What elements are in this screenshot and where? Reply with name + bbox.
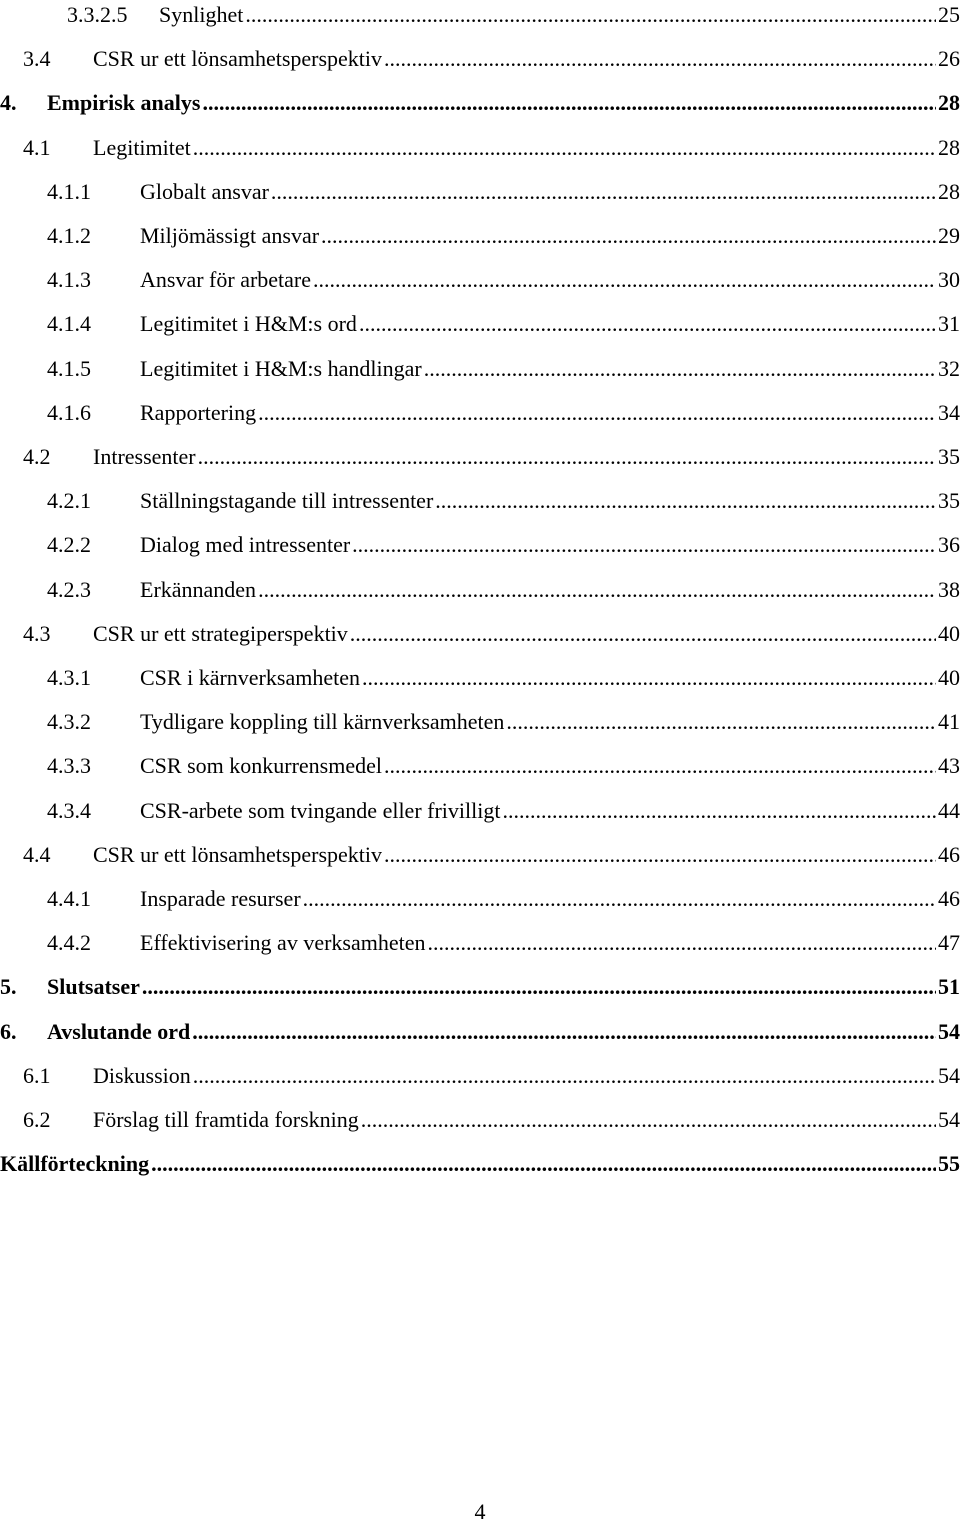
dot-leader [424,354,936,384]
toc-entry[interactable] [0,442,960,472]
toc-entry-number: 4.3.4 [47,797,91,823]
dot-leader [193,133,936,163]
toc-entry[interactable] [0,575,960,605]
toc-entry[interactable] [0,972,960,1002]
toc-entry-number: 4.1.4 [47,311,91,337]
dot-leader [192,1017,936,1047]
toc-entry[interactable] [0,133,960,163]
toc-entry-number: 3.4 [23,46,51,72]
toc-entry-title[interactable]: Dialog med intressenter [140,530,352,560]
toc-entry-page-number[interactable]: 31 [936,309,960,339]
page-number: 4 [474,1499,486,1524]
toc-entry[interactable] [0,398,960,428]
toc-entry-title[interactable]: Intressenter [93,442,198,472]
toc-entry-page-number[interactable]: 54 [936,1061,960,1091]
toc-entry-page-number[interactable]: 28 [936,88,960,118]
toc-entry[interactable] [0,619,960,649]
toc-entry-number: 6. [0,1018,17,1044]
toc-entry[interactable] [0,1149,960,1179]
toc-entry[interactable] [0,44,960,74]
toc-entry-page-number[interactable]: 41 [936,707,960,737]
dot-leader [258,398,936,428]
toc-entry-page-number[interactable]: 34 [936,398,960,428]
toc-entry-page-number[interactable]: 30 [936,265,960,295]
toc-entry-title[interactable]: CSR ur ett lönsamhetsperspektiv [93,840,384,870]
toc-entry-number: 4.1.1 [47,178,91,204]
toc-entry-number: 4.3.3 [47,753,91,779]
toc-entry-title[interactable]: Rapportering [140,398,258,428]
toc-entry-page-number[interactable]: 36 [936,530,960,560]
toc-entry[interactable] [0,1061,960,1091]
toc-entry[interactable] [0,88,960,118]
toc-entry-number: 4.4 [23,841,51,867]
toc-entry-title[interactable]: CSR ur ett strategiperspektiv [93,619,350,649]
toc-entry-page-number[interactable]: 44 [936,796,960,826]
toc-entry-page-number[interactable]: 46 [936,884,960,914]
toc-entry-title[interactable]: Ställningstagande till intressenter [140,486,435,516]
toc-entry-number: 4.2.2 [47,532,91,558]
toc-entry-page-number[interactable]: 55 [936,1149,960,1179]
toc-entry-title[interactable]: Synlighet [159,0,245,30]
toc-entry-page-number[interactable]: 40 [936,663,960,693]
toc-entry[interactable] [0,354,960,384]
toc-entry-number: 4.2 [23,444,51,469]
toc-entry-page-number[interactable]: 28 [936,133,960,163]
toc-entry-title[interactable]: Insparade resurser [140,884,303,914]
toc-entry-number: 5. [0,974,17,1000]
dot-leader [361,1105,936,1135]
toc-entry-page-number[interactable]: 40 [936,619,960,649]
toc-entry-number: 4.1.3 [47,267,91,293]
toc-entry-title[interactable]: CSR som konkurrensmedel [140,751,384,781]
toc-entry[interactable] [0,486,960,516]
toc-entry-title[interactable]: Förslag till framtida forskning [93,1105,361,1135]
dot-leader [352,530,936,560]
dot-leader [428,928,937,958]
toc-entry[interactable] [0,265,960,295]
toc-entry-page-number[interactable]: 46 [936,840,960,870]
toc-entry[interactable] [0,928,960,958]
dot-leader [362,663,936,693]
toc-entry-title[interactable]: CSR-arbete som tvingande eller frivilligt [140,796,502,826]
toc-entry-number: 6.1 [23,1062,51,1088]
toc-entry[interactable] [0,707,960,737]
toc-entry-page-number[interactable]: 38 [936,575,960,605]
dot-leader [384,840,936,870]
dot-leader [151,1149,936,1179]
dot-leader [258,575,936,605]
toc-entry[interactable] [0,1017,960,1047]
toc-entry-page-number[interactable]: 47 [936,928,960,958]
dot-leader [321,221,936,251]
dot-leader [384,44,936,74]
toc-entry[interactable] [0,177,960,207]
toc-entry-title[interactable]: Avslutande ord [47,1017,192,1047]
dot-leader [271,177,936,207]
toc-entry-page-number[interactable]: 28 [936,177,960,207]
toc-entry-page-number[interactable]: 29 [936,221,960,251]
dot-leader [142,972,936,1002]
dot-leader [198,442,936,472]
toc-entry-number: 4. [0,90,17,116]
toc-entry-number: 4.3.1 [47,665,91,690]
toc-entry-number: 4.1.2 [47,223,91,248]
dot-leader [313,265,936,295]
dot-leader [202,88,936,118]
dot-leader [245,0,936,30]
toc-entry-title[interactable]: Ansvar för arbetare [140,265,313,295]
toc-entry-page-number[interactable]: 26 [936,44,960,74]
toc-entry-page-number[interactable]: 35 [936,486,960,516]
toc-entry-number: 4.1.5 [47,355,91,381]
toc-entry-number: 4.1.6 [47,399,91,425]
toc-entry-title[interactable]: Tydligare koppling till kärnverksamheten [140,707,506,737]
toc-entry-number: 3.3.2.5 [67,2,128,27]
toc-entry-title[interactable]: Legitimitet i H&M:s handlingar [140,354,424,384]
toc-entry-number: 4.2.3 [47,576,91,602]
toc-entry-title[interactable]: Legitimitet [93,133,193,163]
toc-entry[interactable] [0,1105,960,1135]
toc-entry-page-number[interactable]: 25 [936,0,960,30]
toc-entry-number: 4.3.2 [47,709,91,735]
toc-entry[interactable] [0,796,960,826]
toc-entry[interactable] [0,309,960,339]
dot-leader [506,707,936,737]
toc-entry-page-number[interactable]: 51 [936,972,960,1002]
toc-entry-title[interactable]: Empirisk analys [47,88,202,118]
toc-entry-title[interactable]: Globalt ansvar [140,177,271,207]
toc-entry-title[interactable]: CSR i kärnverksamheten [140,663,362,693]
toc-entry-title[interactable]: Diskussion [93,1061,193,1091]
toc-entry-title[interactable]: Legitimitet i H&M:s ord [140,309,359,339]
toc-entry-page-number[interactable]: 54 [936,1017,960,1047]
toc-entry-title[interactable]: Erkännanden [140,575,258,605]
toc-entry[interactable] [0,221,960,251]
toc-entry-page-number[interactable]: 43 [936,751,960,781]
toc-entry-title[interactable]: Miljömässigt ansvar [140,221,321,251]
toc-entry[interactable] [0,751,960,781]
toc-entry-page-number[interactable]: 35 [936,442,960,472]
toc-entry-number: 4.4.2 [47,930,91,956]
dot-leader [350,619,936,649]
toc-entry-title[interactable]: Slutsatser [47,972,142,1002]
toc-entry[interactable] [0,884,960,914]
toc-entry-title[interactable]: Effektivisering av verksamheten [140,928,428,958]
toc-entry[interactable] [0,530,960,560]
dot-leader [193,1061,936,1091]
dot-leader [359,309,936,339]
dot-leader [435,486,936,516]
toc-entry[interactable] [0,663,960,693]
toc-entry-page-number[interactable]: 54 [936,1105,960,1135]
toc-entry-number: 4.3 [23,620,51,646]
toc-entry-number: 4.2.1 [47,488,91,514]
dot-leader [502,796,936,826]
toc-entry[interactable] [0,0,960,30]
dot-leader [303,884,936,914]
toc-entry-page-number[interactable]: 32 [936,354,960,384]
toc-entry-number: 6.2 [23,1107,51,1132]
dot-leader [384,751,936,781]
toc-entry-title[interactable]: Källförteckning [0,1149,151,1179]
toc-entry[interactable] [0,840,960,870]
toc-entry-number: 4.1 [23,134,51,160]
toc-entry-number: 4.4.1 [47,886,91,911]
toc-entry-title[interactable]: CSR ur ett lönsamhetsperspektiv [93,44,384,74]
